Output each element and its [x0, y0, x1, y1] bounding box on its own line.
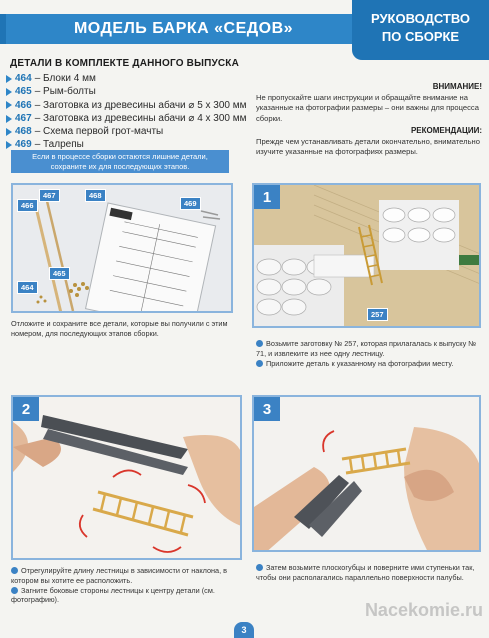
part-number: 469: [15, 139, 32, 151]
step2-caption-text1: Отрегулируйте длину лестницы в зависимости от наклона, в котором вы хотите ее расположить.: [11, 566, 228, 585]
part-tag-257: 257: [367, 308, 388, 321]
part-number: 465: [15, 86, 32, 98]
deck-illustration: [254, 185, 481, 328]
step1-caption-line1: [256, 339, 484, 359]
bullet-icon: [6, 141, 12, 149]
part-tag-468: 468: [85, 189, 106, 202]
step1-caption-text2: Приложите деталь к указанному на фотографии месту.: [266, 358, 454, 368]
list-item: [6, 85, 247, 98]
bullet-arrow-icon: [11, 567, 18, 574]
part-label: – Схема первой грот-мачты: [34, 126, 164, 138]
list-item: [6, 99, 247, 112]
list-item: [6, 72, 247, 85]
step2-photo: [11, 395, 242, 560]
step1-photo: [252, 183, 481, 328]
list-item: [6, 125, 247, 138]
part-label: – Блоки 4 мм: [34, 73, 96, 84]
part-label: – Заготовка из древесины абачи ⌀ 4 x 300 мм: [34, 112, 247, 124]
bullet-icon: [6, 128, 12, 136]
bullet-icon: [6, 75, 12, 83]
step3-caption: [256, 563, 484, 583]
section-badge-line1: РУКОВОДСТВО: [370, 11, 471, 26]
part-label: – Рым-болты: [34, 86, 96, 98]
bullet-arrow-icon: [256, 360, 263, 367]
bullet-icon: [6, 101, 12, 109]
part-tag-464: 464: [17, 281, 38, 294]
part-label: – Талрепы: [34, 139, 84, 151]
part-number: 464: [15, 73, 32, 84]
warning-block: [256, 82, 482, 159]
step3-photo: [252, 395, 481, 552]
step2-caption-line2: [11, 586, 243, 606]
warning-title: ВНИМАНИЕ!: [432, 82, 482, 91]
section-badge-line2: ПО СБОРКЕ: [381, 29, 460, 44]
step3-caption-line1: [256, 563, 484, 583]
section-badge: [352, 0, 489, 60]
rotate-steps-illustration: [254, 397, 481, 552]
bullet-icon: [6, 115, 12, 123]
part-tag-469: 469: [180, 197, 201, 210]
part-number: 468: [15, 126, 32, 138]
list-item: [6, 112, 247, 125]
leftover-parts-note: Если в процессе сборки остаются лишние детали, сохраните их для последующих этапов.: [11, 150, 229, 173]
warning-text: Не пропускайте шаги инструкции и обращайте внимание на указанные на фотографии размеры – они важны для процесса сборки.: [256, 93, 479, 123]
bullet-icon: [6, 88, 12, 96]
parts-title: ДЕТАЛИ В КОМПЛЕКТЕ ДАННОГО ВЫПУСКА: [10, 58, 240, 69]
part-tag-465: 465: [49, 267, 70, 280]
parts-list: [6, 72, 247, 152]
parts-photo: [11, 183, 233, 313]
step1-caption-line2: [256, 359, 484, 369]
bullet-arrow-icon: [11, 587, 18, 594]
step3-number: 3: [254, 397, 280, 421]
step2-caption-text2: Загните боковые стороны лестницы к центру детали (см. фотографию).: [11, 585, 215, 605]
part-number: 466: [15, 99, 32, 111]
step1-number: 1: [254, 185, 280, 209]
page-title: МОДЕЛЬ БАРКА «СЕДОВ»: [6, 14, 361, 44]
pliers-ladder-illustration: [13, 397, 242, 560]
step3-caption-text1: Затем возьмите плоскогубцы и поверните ими ступеньки так, чтобы они располагались параллельно поверхности палубы.: [256, 563, 475, 582]
step1-caption: [256, 339, 484, 368]
bullet-arrow-icon: [256, 340, 263, 347]
step2-number: 2: [13, 397, 39, 421]
step2-caption-line1: [11, 566, 243, 586]
part-tag-467: 467: [39, 189, 60, 202]
step1-caption-text1: Возьмите заготовку № 257, которая прилагалась к выпуску № 71, и извлеките из нее одну лестницу.: [256, 339, 477, 358]
part-label: – Заготовка из древесины абачи ⌀ 5 x 300 мм: [34, 99, 247, 111]
part-tag-466: 466: [17, 199, 38, 212]
part-number: 467: [15, 112, 32, 124]
watermark: Nacekomie.ru: [364, 600, 483, 620]
bullet-arrow-icon: [256, 564, 263, 571]
page-number: 3: [234, 622, 254, 638]
recommendations-title: РЕКОМЕНДАЦИИ:: [410, 125, 482, 135]
parts-photo-caption: Отложите и сохраните все детали, которые вы получили с этим номером, для последующих этапов сборки.: [11, 319, 228, 338]
step2-caption: [11, 566, 243, 605]
recommendations-text: Прежде чем устанавливать детали окончательно, внимательно изучите указанные на фотографиях размеры.: [256, 137, 480, 157]
